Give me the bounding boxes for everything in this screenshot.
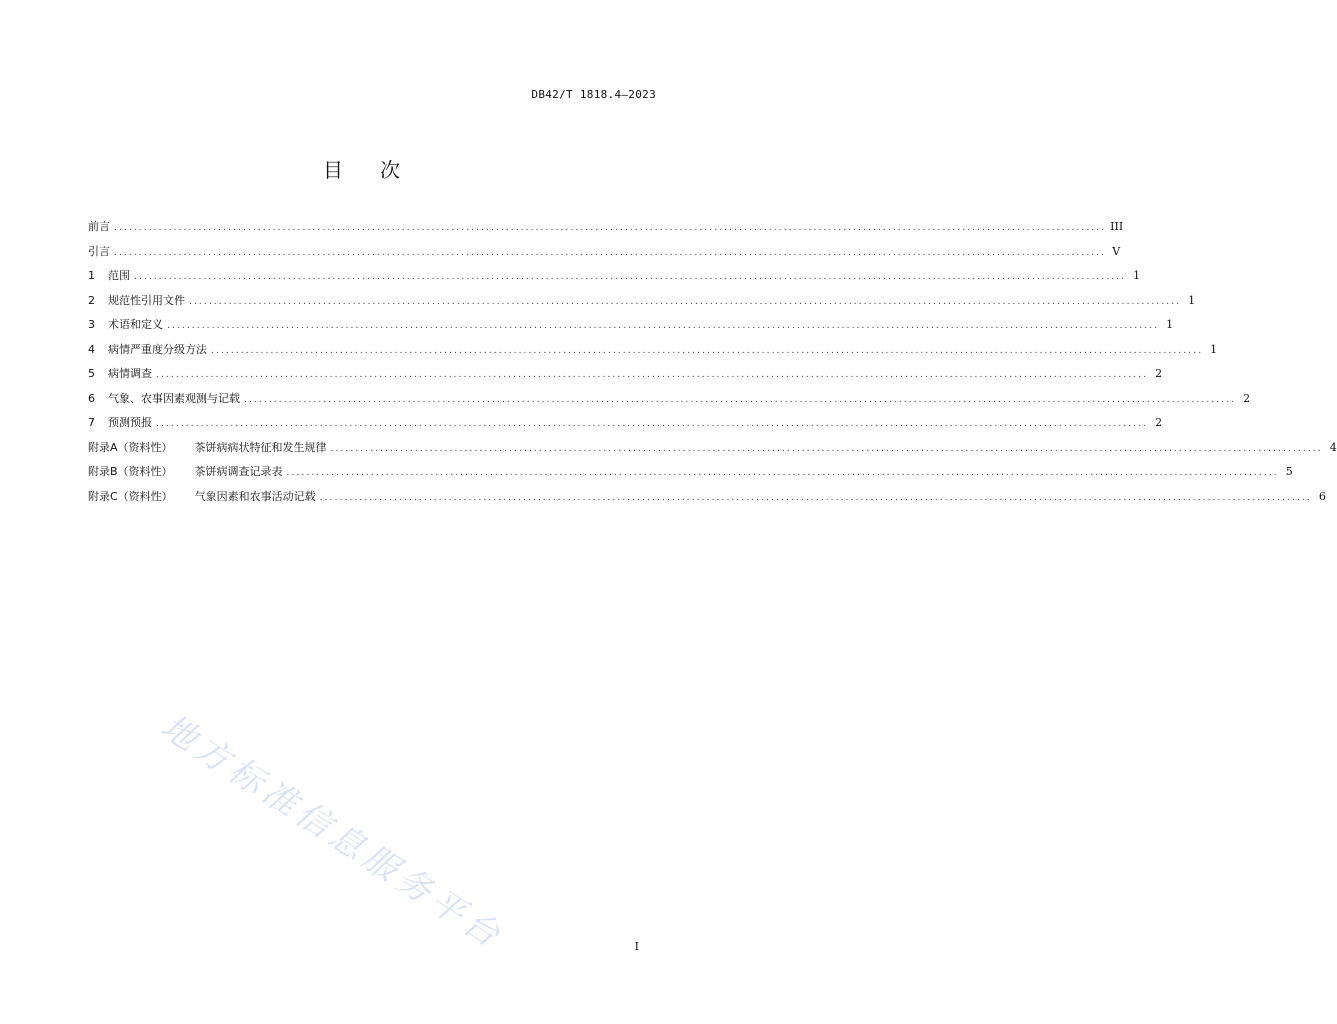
toc-entry-label: 术语和定义 [108, 318, 163, 331]
toc-leader-dots: ........................................................................................................................................................................................................ [134, 272, 1127, 282]
toc-leader-dots: ........................................................................................................................................................................................................ [244, 394, 1237, 405]
toc-entry[interactable] [88, 316, 1174, 341]
toc-entry-page: 2 [1155, 367, 1163, 380]
toc-entry-page: 6 [1318, 489, 1326, 503]
toc-entry[interactable] [88, 365, 1163, 390]
toc-entry-page: 4 [1329, 440, 1337, 454]
toc-entry-page: 1 [1166, 318, 1174, 331]
toc-leader-dots: ........................................................................................................................................................................................................ [211, 345, 1204, 356]
toc-entry-page: 5 [1285, 465, 1293, 478]
toc-entry-label: 前言 [88, 220, 110, 233]
toc-leader-dots: ........................................................................................................................................................................................................ [167, 321, 1160, 331]
toc-entry-label: 范围 [108, 269, 130, 282]
toc-leader-dots: ........................................................................................................................................................................................................ [114, 247, 1107, 258]
toc-entry-label: 病情严重度分级方法 [108, 342, 207, 356]
toc-entry-label: 引言 [88, 244, 110, 258]
toc-entry-page: 2 [1243, 391, 1251, 405]
toc-entry[interactable] [88, 390, 1251, 415]
toc-entry[interactable] [88, 243, 1121, 268]
toc-entry-label: 规范性引用文件 [108, 293, 185, 307]
toc-entry-label: 茶饼病调查记录表 [194, 465, 283, 478]
toc-entry[interactable] [88, 414, 1163, 439]
toc-entry[interactable] [88, 267, 1141, 292]
toc-leader-dots: ........................................................................................................................................................................................................ [114, 223, 1107, 233]
toc-title-left: 目 [323, 158, 344, 182]
toc-entry-number: 7 [88, 416, 95, 429]
toc-entry-number: 4 [88, 342, 95, 356]
toc-leader-dots: ........................................................................................................................................................................................................ [189, 296, 1182, 307]
toc-entry-page: 1 [1210, 342, 1218, 356]
watermark: 地方标准信息服务平台 [153, 706, 512, 959]
toc-entry[interactable] [88, 341, 1218, 366]
toc-leader-dots: ........................................................................................................................................................................................................ [286, 468, 1279, 478]
toc-title [0, 154, 724, 183]
toc-leader-dots: ........................................................................................................................................................................................................ [330, 443, 1323, 454]
toc-entry-page: III [1110, 220, 1124, 233]
toc-entry-number: 5 [88, 367, 95, 380]
toc-entry-appendix: 附录C（资料性） [88, 489, 173, 503]
toc-leader-dots: ........................................................................................................................................................................................................ [156, 419, 1149, 429]
toc-entry[interactable] [88, 292, 1196, 317]
page-number: I [634, 940, 639, 953]
toc-entry-number: 3 [88, 318, 95, 331]
toc-entry-label: 预测预报 [108, 416, 152, 429]
toc-entry[interactable] [88, 439, 1337, 464]
toc-entry-label: 茶饼病病状特征和发生规律 [194, 440, 327, 454]
toc-entry-appendix: 附录B（资料性） [88, 465, 173, 478]
toc-entry-number: 1 [88, 269, 95, 282]
document-code: DB42/T 1818.4—2023 [531, 88, 656, 101]
toc-entry-page: 2 [1155, 416, 1163, 429]
toc-entry-appendix: 附录A（资料性） [88, 440, 173, 454]
toc-entry[interactable] [88, 463, 1293, 488]
toc-entry-page: 1 [1188, 293, 1196, 307]
toc-entry-label: 气象因素和农事活动记载 [194, 489, 316, 503]
toc-entry-number: 2 [88, 293, 95, 307]
toc-title-right: 次 [380, 158, 401, 182]
toc-entry[interactable] [88, 218, 1124, 243]
table-of-contents [88, 218, 1337, 512]
toc-entry-page: V [1112, 244, 1121, 258]
toc-entry-number: 6 [88, 391, 95, 405]
toc-leader-dots: ........................................................................................................................................................................................................ [319, 492, 1312, 503]
toc-entry-label: 病情调查 [108, 367, 152, 380]
toc-entry[interactable] [88, 488, 1326, 513]
toc-entry-page: 1 [1133, 269, 1141, 282]
toc-leader-dots: ........................................................................................................................................................................................................ [156, 370, 1149, 380]
toc-entry-label: 气象、农事因素观测与记载 [108, 391, 240, 405]
